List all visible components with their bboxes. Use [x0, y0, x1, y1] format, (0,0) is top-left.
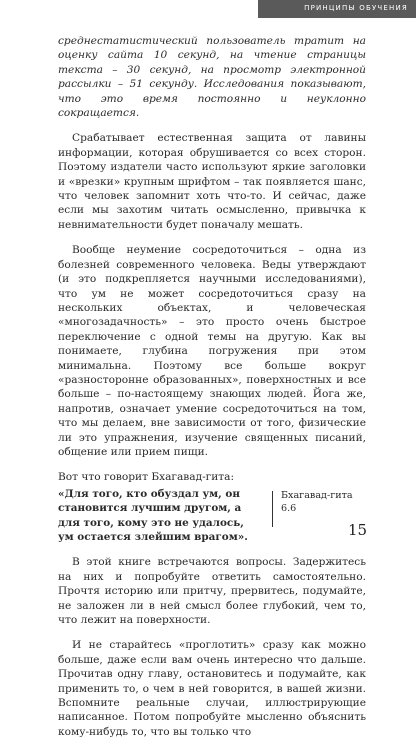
quote-divider [272, 491, 273, 527]
running-header-bar [258, 0, 416, 18]
page-number: 15 [348, 521, 368, 539]
quote-block [58, 487, 366, 545]
quote-text: «Для того, кто обуздал ум, он становится лучшим другом, а для того, кому это не удалось, ум остается злейшим врагом». [58, 487, 248, 543]
running-title: ПРИНЦИПЫ ОБУЧЕНИЯ [304, 4, 408, 12]
paragraph-2: Вообще неумение сосредоточиться – одна из болезней современного человека. Веды утверждают (и это подкрепляется научными исследованиями), что ум не может сосредоточиться сразу на нескольких объектах, и человеческая «многозадачность» – это просто очень быстрое переключение с одной темы на другую. Как вы понимаете, глубина погружения при этом минимальна. Поэтому все больше вокруг «разносторонне образованных», поверхностных и все больше – по-настоящему знающих людей. Йога же, напротив, означает умение сосредоточиться на том, что мы делаем, вне зависимости от того, физические ли это упражнения, изучение священных писаний, общение или прием пищи. [58, 244, 366, 458]
paragraph-1: Срабатывает естественная защита от лавины информации, которая обрушивается со всех сторон. Поэтому издатели часто используют яркие заголовки и «врезки» крупным шрифтом – так появляется шанс, что человек запомнит хоть что-то. И сейчас, даже если мы захотим читать осмысленно, привычка к невнимательности будет поначалу мешать. [58, 132, 366, 231]
paragraph-4: И не старайтесь «проглотить» сразу как можно больше, даже если вам очень интересно что дальше. Прочитав одну главу, остановитесь и подумайте, как применить то, о чем в ней говорится, в вашей жизни. Вспомните реальные случаи, иллюстрирующие написанное. Потом попробуйте мысленно объяснить кому-нибудь то, что вы только что [58, 639, 366, 738]
intro-paragraph: среднестатистический пользователь тратит на оценку сайта 10 секунд, на чтение страницы текста – 30 секунд, на просмотр электронной рассылки – 51 секунду. Исследования показывают, что это время постоянно и неуклонно сокращается. [58, 35, 366, 120]
quote-source [281, 489, 353, 515]
quote-source-ref: 6.6 [281, 502, 297, 514]
paragraph-3: В этой книге встречаются вопросы. Задержитесь на них и попробуйте ответить самостоятельно. Прочтя историю или притчу, прервитесь, подумайте, не заложен ли в ней смысл более глубокий, чем то, что лежит на поверхности. [58, 556, 366, 627]
quote-source-title: Бхагавад-гита [281, 489, 353, 501]
quote-lead: Вот что говорит Бхагавад-гита: [58, 471, 235, 484]
page-body [58, 34, 366, 739]
